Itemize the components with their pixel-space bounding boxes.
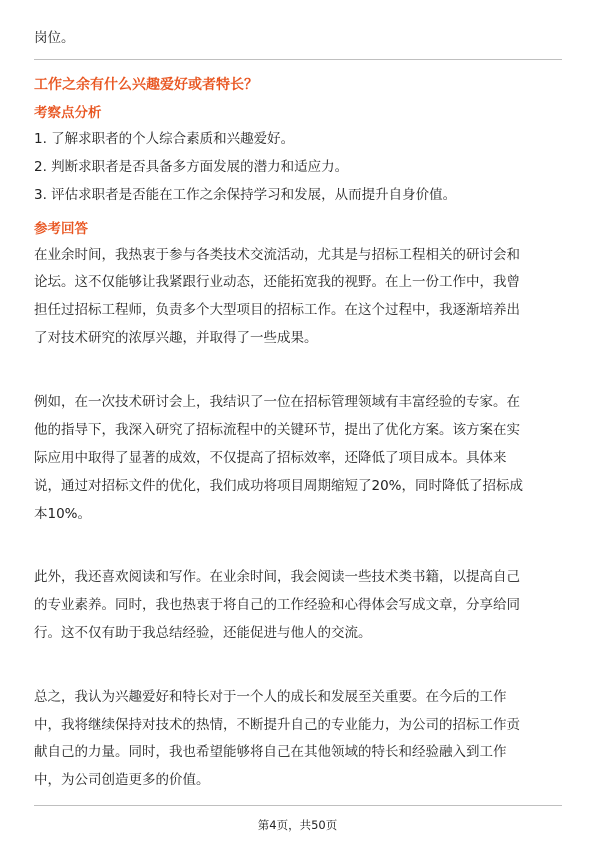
- intro-tail-text: 岗位。: [34, 30, 75, 46]
- answer-line: 论坛。这不仅能够让我紧跟行业动态，还能拓宽我的视野。在上一份工作中，我曾: [34, 274, 520, 290]
- answer-heading: 参考回答: [34, 221, 88, 237]
- answer-line: 担任过招标工程师，负责多个大型项目的招标工作。在这个过程中，我逐渐培养出: [34, 302, 520, 318]
- answer-line: 在业余时间，我热衷于参与各类技术交流活动，尤其是与招标工程相关的研讨会和: [34, 247, 520, 263]
- answer-line: 他的指导下，我深入研究了招标流程中的关键环节，提出了优化方案。该方案在实: [34, 422, 520, 438]
- answer-line: 中，我将继续保持对技术的热情，不断提升自己的专业能力，为公司的招标工作贡: [34, 717, 520, 733]
- analysis-heading: 考察点分析: [34, 105, 102, 121]
- section-divider-top: [34, 59, 562, 60]
- answer-line: 此外，我还喜欢阅读和写作。在业余时间，我会阅读一些技术类书籍，以提高自己: [34, 569, 520, 585]
- footer-divider: [34, 805, 562, 806]
- analysis-point: 3. 评估求职者是否能在工作之余保持学习和发展，从而提升自身价值。: [34, 187, 457, 203]
- answer-line: 例如，在一次技术研讨会上，我结识了一位在招标管理领域有丰富经验的专家。在: [34, 394, 520, 410]
- analysis-point: 2. 判断求职者是否具备多方面发展的潜力和适应力。: [34, 159, 349, 175]
- answer-line: 说，通过对招标文件的优化，我们成功将项目周期缩短了20%，同时降低了招标成: [34, 478, 524, 494]
- answer-line: 中，为公司创造更多的价值。: [34, 772, 210, 788]
- answer-line: 总之，我认为兴趣爱好和特长对于一个人的成长和发展至关重要。在今后的工作: [34, 689, 507, 705]
- page-number: 第4页，共50页: [257, 818, 338, 832]
- question-heading: 工作之余有什么兴趣爱好或者特长？: [34, 77, 258, 93]
- answer-line: 际应用中取得了显著的成效，不仅提高了招标效率，还降低了项目成本。具体来: [34, 450, 507, 466]
- answer-line: 本10%。: [34, 506, 92, 522]
- answer-line: 行。这不仅有助于我总结经验，还能促进与他人的交流。: [34, 625, 372, 641]
- answer-line: 的专业素养。同时，我也热衷于将自己的工作经验和心得体会写成文章，分享给同: [34, 597, 520, 613]
- answer-line: 了对技术研究的浓厚兴趣，并取得了一些成果。: [34, 330, 318, 346]
- answer-line: 献自己的力量。同时，我也希望能够将自己在其他领域的特长和经验融入到工作: [34, 744, 507, 760]
- analysis-point: 1. 了解求职者的个人综合素质和兴趣爱好。: [34, 131, 295, 147]
